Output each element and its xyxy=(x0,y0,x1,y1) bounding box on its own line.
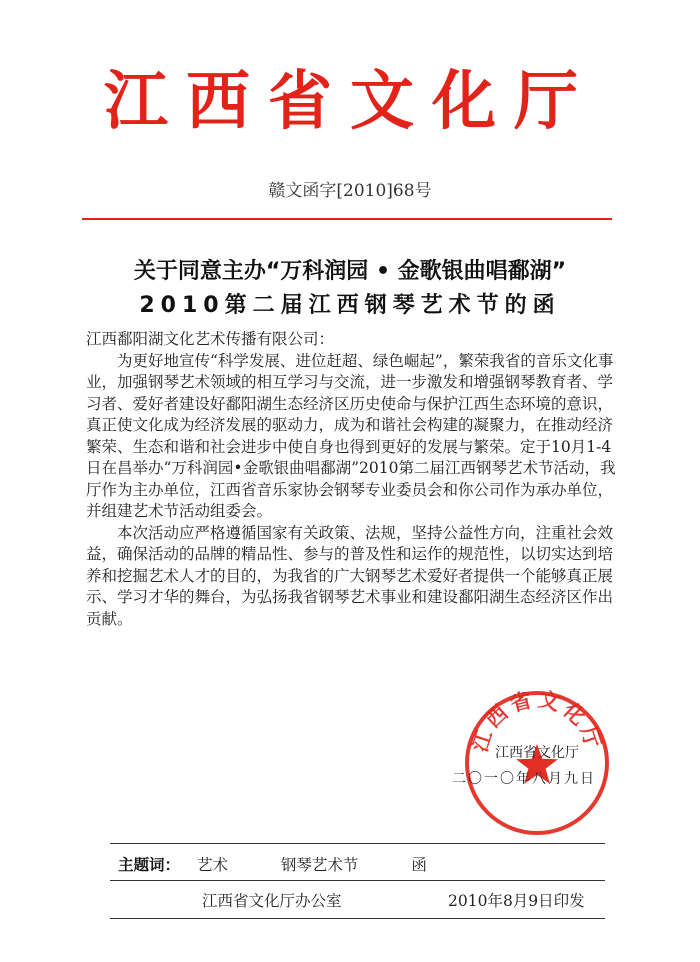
document-number: 赣文函字[2010]68号 xyxy=(268,181,432,201)
signature-organization: 江西省文化厅 xyxy=(495,745,579,761)
document-title-line-2: 2010第二届江西钢琴艺术节的函 xyxy=(139,293,561,318)
body-paragraph: 为更好地宣传“科学发展、进位赶超、绿色崛起”，繁荣我省的音乐文化事业，加强钢琴艺术领域的相互学习与交流，进一步激发和增强钢琴教育者、学习者、爱好者建设好鄱阳湖生态经济区历史使命与保护江西生态环境的意识，真正使文化成为经济发展的驱动力，成为和谐社会构建的凝聚力，在推动经济繁荣、生态和谐和社会进步中使自身也得到更好的发展与繁荣。定于10月1-4日在昌举办“万科润园•金歌银曲唱鄱湖”2010第二届江西钢琴艺术节活动，我厅作为主办单位，江西省音乐家协会钢琴专业委员会和你公司作为承办单位，并组建艺术节活动组委会。 xyxy=(86,351,616,520)
keyword: 钢琴艺术节 xyxy=(280,856,359,874)
issuer-title: 江西省文化厅 xyxy=(104,64,596,139)
document-title-line-1: 关于同意主办“万科润园 • 金歌银曲唱鄱湖” xyxy=(133,259,567,284)
keyword: 函 xyxy=(411,856,427,874)
keyword: 艺术 xyxy=(196,856,228,874)
body-paragraph: 本次活动应严格遵循国家有关政策、法规，坚持公益性方向，注重社会效益，确保活动的品牌的精品性、参与的普及性和运作的规范性，以切实达到培养和挖掘艺术人才的目的，为我省的广大钢琴艺术爱好者提供一个能够真正展示、学习才华的舞台，为弘扬我省钢琴艺术事业和建设鄱阳湖生态经济区作出贡献。 xyxy=(86,523,614,628)
red-divider xyxy=(82,218,612,220)
official-seal xyxy=(462,688,612,838)
issue-date: 2010年8月9日印发 xyxy=(448,892,585,910)
footer-rule-middle xyxy=(110,880,605,881)
footer-rule-bottom xyxy=(110,918,605,919)
seal-text: 江西省文化厅 xyxy=(466,688,608,755)
keywords-row xyxy=(118,853,463,875)
signature-date: 二〇一〇年八月九日 xyxy=(452,771,596,787)
footer-rule-top xyxy=(110,843,605,844)
keywords-label: 主题词： xyxy=(118,856,181,874)
issuing-office: 江西省文化厅办公室 xyxy=(202,892,342,910)
letter-body xyxy=(86,329,622,630)
addressee: 江西鄱阳湖文化艺术传播有限公司： xyxy=(86,330,335,348)
